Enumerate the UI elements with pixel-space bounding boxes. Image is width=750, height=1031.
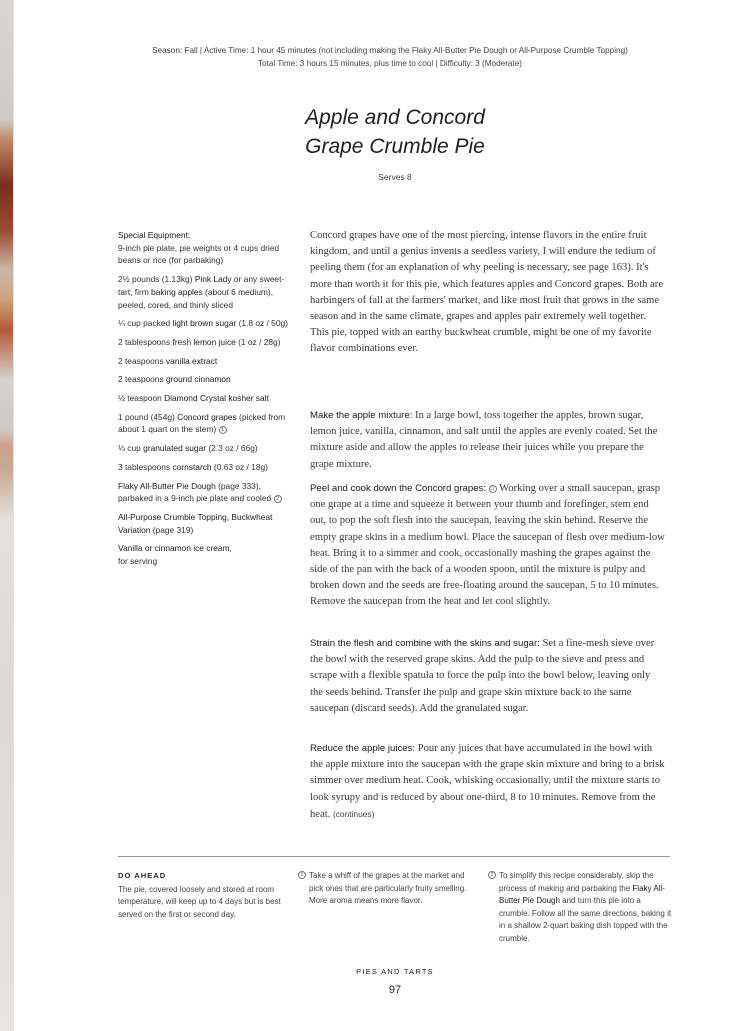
- footnote-marker: 1: [298, 871, 306, 879]
- special-equipment: [118, 229, 293, 267]
- photo-edge-strip: [0, 0, 13, 1031]
- footnote-1: [298, 870, 478, 908]
- ingredient-item: 2 tablespoons fresh lemon juice (1 oz / 28g): [118, 336, 281, 347]
- ingredient-item: ⅓ cup granulated sugar (2.3 oz / 66g): [118, 443, 258, 454]
- ingredient-item: ½ teaspoon Diamond Crystal kosher salt: [118, 393, 269, 404]
- recipe-meta-line-2: Total Time: 3 hours 15 minutes, plus time to cool | Difficulty: 3 (Moderate): [257, 59, 523, 68]
- page-number: 97: [388, 984, 402, 996]
- step-reduce-juices: Reduce the apple juices: Pour any juices that have accumulated in the bowl with the apple mixture into the saucepan with the grape skin mixture and bring to a brisk simmer over medium heat. Cook, whisking occasionally, until the mixture starts to look syrupy and is reduced by about one-third, 8 to 10 minutes. Remove from the heat. (continues): [310, 743, 665, 820]
- do-ahead-heading: DO AHEAD: [118, 871, 167, 880]
- ingredient-item: 2 teaspoons ground cinnamon: [118, 374, 231, 385]
- ingredient-item: Flaky All-Butter Pie Dough (page 333), parbaked in a 9-inch pie plate and cooled 2: [118, 480, 293, 505]
- footnote-marker: 1: [219, 426, 227, 434]
- step-heading: Peel and cook down the Concord grapes:: [310, 483, 486, 494]
- recipe-meta-line-1: Season: Fall | Active Time: 1 hour 45 minutes (not including making the Flaky All-Butter Pie Dough or All-Purpose Crumble Topping): [152, 46, 628, 55]
- footnote-marker: 2: [274, 495, 282, 503]
- do-ahead-text: The pie, covered loosely and stored at room temperature, will keep up to 4 days but is best served on the first or second day.: [118, 884, 281, 919]
- step-heading: Reduce the apple juices:: [310, 743, 416, 754]
- page-gutter-line: [13, 0, 14, 1031]
- footnote-marker: 2: [488, 871, 496, 879]
- continues-label: (continues): [332, 808, 375, 819]
- ingredient-item: ¼ cup packed light brown sugar (1.8 oz / 50g): [118, 318, 288, 329]
- step-strain-flesh: Strain the flesh and combine with the skins and sugar: Set a fine-mesh sieve over the bowl with the reserved grape skins. Add the pulp to the sieve and press and scrape with a flexible spatula to force the pulp into the bowl below, leaving only the seeds behind. Transfer the pulp and grape skin mixture back to the same saucepan (discard seeds). Add the granulated sugar.: [310, 638, 655, 714]
- step-heading: Strain the flesh and combine with the skins and sugar:: [310, 638, 540, 649]
- ingredient-item: 2 teaspoons vanilla extract: [118, 355, 218, 366]
- footnote-marker: 3: [489, 485, 497, 493]
- serves-label: Serves 8: [378, 172, 412, 182]
- recipe-title-line-1: Apple and Concord: [305, 106, 485, 129]
- step-heading: Make the apple mixture:: [310, 410, 413, 421]
- ingredients-list: [118, 229, 293, 574]
- ingredient-item: Vanilla or cinnamon ice cream, for serving: [118, 543, 232, 567]
- footnote-2-text: To simplify this recipe considerably, skip the process of making and parbaking the Flaky All-Butter Pie Dough and turn this pie into a crumble. Follow all the same directions, baking it in a shallow 2-quart baking dish topped with the crumble.: [499, 871, 672, 943]
- recipe-title-line-2: Grape Crumble Pie: [305, 135, 485, 158]
- footer-divider: [118, 856, 670, 857]
- section-label: PIES AND TARTS: [356, 967, 434, 976]
- do-ahead-note: [118, 870, 283, 921]
- step-peel-grapes: Peel and cook down the Concord grapes: 3 Working over a small saucepan, grasp one grape at a time and squeeze it between your thumb and forefinger, stem end out, to pop the soft flesh into the saucepan, leaving the skin behind. Reserve the empty grape skins in a medium bowl. Place the saucepan of flesh over medium-low heat. Bring it to a simmer and cook, occasionally mashing the grapes against the side of the pan with the back of a wooden spoon, until the mixture is pulpy and broken down and the seeds are free-floating around the saucepan, 5 to 10 minutes. Remove the saucepan from the heat and let cool slightly.: [310, 483, 665, 608]
- ingredient-item: 1 pound (454g) Concord grapes (picked from about 1 quart on the stem) 1: [118, 411, 286, 435]
- footnote-1-text: Take a whiff of the grapes at the market and pick ones that are particularly fruity smelling. More aroma means more flavor.: [309, 871, 467, 906]
- ingredient-item: 3 tablespoons cornstarch (0.63 oz / 18g): [118, 461, 268, 472]
- special-equipment-label: Special Equipment:: [118, 230, 191, 240]
- ingredient-item: All-Purpose Crumble Topping, Buckwheat Variation (page 319): [118, 511, 273, 535]
- ingredient-item: 2½ pounds (1.13kg) Pink Lady or any sweet-tart, firm baking apples (about 6 medium), peeled, cored, and thinly sliced: [118, 274, 285, 310]
- special-equipment-text: 9-inch pie plate, pie weights or 4 cups dried beans or rice (for parbaking): [118, 242, 280, 266]
- intro-paragraph: Concord grapes have one of the most piercing, intense flavors in the entire fruit kingdom, and until a genius invents a seedless variety, I will endure the tedium of peeling them (for an explanation of why peeling is necessary, see page 163). It's more than worth it for this pie, which features apples and Concord grapes. Both are harbingers of fall at the farmers' market, and like most fruit that grows in the same season and in the same climate, grapes and apples pair extremely well together. This pie, topped with an earthy buckwheat crumble, might be one of my favorite flavor combinations ever.: [310, 230, 664, 355]
- footnote-2: [488, 870, 673, 946]
- step-make-apple-mixture: Make the apple mixture: In a large bowl, toss together the apples, brown sugar, lemon juice, vanilla, cinnamon, and salt until the apples are evenly coated. Set the mixture aside and allow the apples to release their juices while you prepare the grape mixture.: [310, 410, 658, 470]
